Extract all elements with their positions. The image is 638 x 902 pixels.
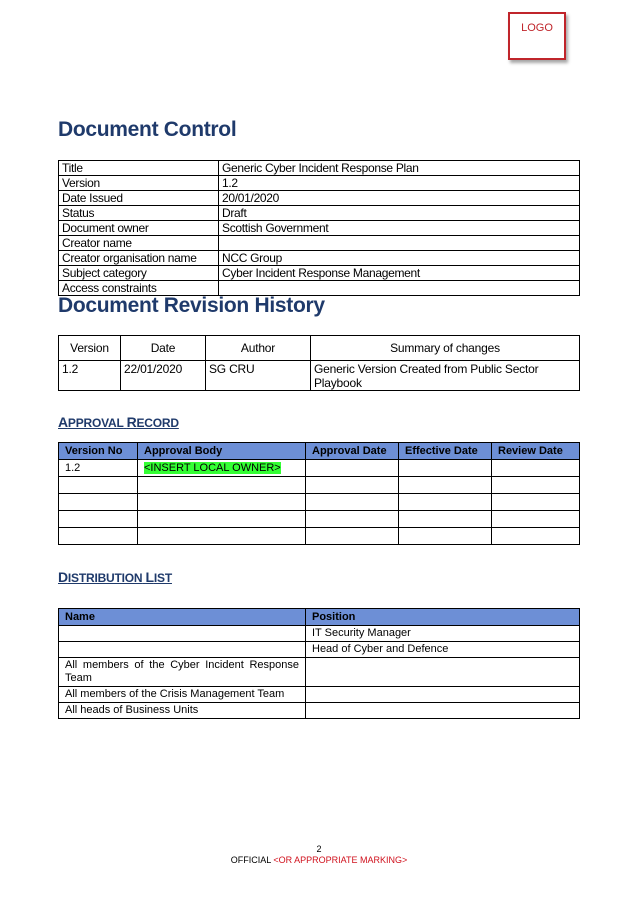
dc-value: Cyber Incident Response Management xyxy=(219,266,580,281)
empty-cell xyxy=(399,494,492,511)
appr-body xyxy=(138,460,306,477)
dc-value: NCC Group xyxy=(219,251,580,266)
table-row xyxy=(59,658,580,687)
appr-review-date xyxy=(492,460,580,477)
table-row xyxy=(59,642,580,658)
empty-cell xyxy=(399,511,492,528)
dc-key: Creator name xyxy=(59,236,219,251)
empty-cell xyxy=(138,528,306,545)
empty-cell xyxy=(399,528,492,545)
dc-value: 1.2 xyxy=(219,176,580,191)
heading-initial: D xyxy=(58,569,68,585)
table-row xyxy=(59,460,580,477)
official-label: OFFICIAL xyxy=(230,855,271,865)
appr-version: 1.2 xyxy=(59,460,138,477)
dc-key: Document owner xyxy=(59,221,219,236)
dc-value xyxy=(219,236,580,251)
col-header-effective-date: Effective Date xyxy=(399,443,492,460)
table-row xyxy=(59,494,580,511)
table-row xyxy=(59,528,580,545)
table-row xyxy=(59,703,580,719)
dist-name xyxy=(59,642,306,658)
dist-name: All heads of Business Units xyxy=(59,703,306,719)
empty-cell xyxy=(492,494,580,511)
empty-cell xyxy=(59,494,138,511)
table-row xyxy=(59,361,580,391)
col-header-date: Date xyxy=(121,336,206,361)
dc-value: Draft xyxy=(219,206,580,221)
table-row xyxy=(59,221,580,236)
heading-text: IST xyxy=(153,571,172,585)
dist-name: All members of the Cyber Incident Response Team xyxy=(59,658,306,687)
appr-effective-date xyxy=(399,460,492,477)
col-header-summary: Summary of changes xyxy=(311,336,580,361)
table-row xyxy=(59,206,580,221)
col-header-version-no: Version No xyxy=(59,443,138,460)
empty-cell xyxy=(59,511,138,528)
table-row xyxy=(59,251,580,266)
revision-history-heading: Document Revision History xyxy=(58,294,325,317)
dc-value: 20/01/2020 xyxy=(219,191,580,206)
dc-key: Title xyxy=(59,161,219,176)
heading-text: ECORD xyxy=(136,416,179,430)
col-header-approval-body: Approval Body xyxy=(138,443,306,460)
dist-position xyxy=(306,658,580,687)
table-header-row xyxy=(59,609,580,626)
table-header-row xyxy=(59,443,580,460)
col-header-author: Author xyxy=(206,336,311,361)
dist-name: All members of the Crisis Management Team xyxy=(59,687,306,703)
dc-key: Status xyxy=(59,206,219,221)
highlighted-placeholder: <INSERT LOCAL OWNER> xyxy=(144,462,281,474)
dc-value: Scottish Government xyxy=(219,221,580,236)
table-row xyxy=(59,161,580,176)
distribution-list-heading xyxy=(58,569,172,585)
dist-position: Head of Cyber and Defence xyxy=(306,642,580,658)
col-header-position: Position xyxy=(306,609,580,626)
dc-key: Version xyxy=(59,176,219,191)
dc-key: Creator organisation name xyxy=(59,251,219,266)
empty-cell xyxy=(492,528,580,545)
heading-initial: A xyxy=(58,414,68,430)
marking-placeholder: <OR APPROPRIATE MARKING> xyxy=(273,855,408,865)
table-row xyxy=(59,626,580,642)
revision-history-table xyxy=(58,335,580,391)
col-header-approval-date: Approval Date xyxy=(306,443,399,460)
classification-footer xyxy=(0,855,638,865)
dc-value: Generic Cyber Incident Response Plan xyxy=(219,161,580,176)
table-row xyxy=(59,687,580,703)
table-row xyxy=(59,176,580,191)
dist-position xyxy=(306,703,580,719)
rev-summary: Generic Version Created from Public Sector Playbook xyxy=(311,361,580,391)
heading-initial: R xyxy=(126,414,137,430)
table-row xyxy=(59,236,580,251)
table-header-row xyxy=(59,336,580,361)
empty-cell xyxy=(306,477,399,494)
document-control-heading: Document Control xyxy=(58,118,237,141)
empty-cell xyxy=(138,511,306,528)
empty-cell xyxy=(138,494,306,511)
col-header-review-date: Review Date xyxy=(492,443,580,460)
table-row xyxy=(59,266,580,281)
dist-position: IT Security Manager xyxy=(306,626,580,642)
heading-text: ISTRIBUTION xyxy=(67,571,143,585)
logo-placeholder: LOGO xyxy=(508,12,566,60)
table-row xyxy=(59,511,580,528)
approval-record-table xyxy=(58,442,580,545)
approval-record-heading xyxy=(58,414,179,430)
rev-author: SG CRU xyxy=(206,361,311,391)
empty-cell xyxy=(306,511,399,528)
document-control-table xyxy=(58,160,580,296)
empty-cell xyxy=(492,511,580,528)
dc-key: Access constraints xyxy=(59,281,219,296)
empty-cell xyxy=(59,528,138,545)
col-header-name: Name xyxy=(59,609,306,626)
heading-initial: L xyxy=(145,569,154,585)
empty-cell xyxy=(59,477,138,494)
dist-position xyxy=(306,687,580,703)
heading-text: PPROVAL xyxy=(67,416,124,430)
distribution-list-table xyxy=(58,608,580,719)
empty-cell xyxy=(399,477,492,494)
rev-date: 22/01/2020 xyxy=(121,361,206,391)
col-header-version: Version xyxy=(59,336,121,361)
table-row xyxy=(59,477,580,494)
empty-cell xyxy=(306,494,399,511)
empty-cell xyxy=(492,477,580,494)
appr-approval-date xyxy=(306,460,399,477)
dc-key: Subject category xyxy=(59,266,219,281)
page-number: 2 xyxy=(316,844,322,854)
dist-name xyxy=(59,626,306,642)
dc-key: Date Issued xyxy=(59,191,219,206)
empty-cell xyxy=(138,477,306,494)
empty-cell xyxy=(306,528,399,545)
table-row xyxy=(59,191,580,206)
rev-version: 1.2 xyxy=(59,361,121,391)
